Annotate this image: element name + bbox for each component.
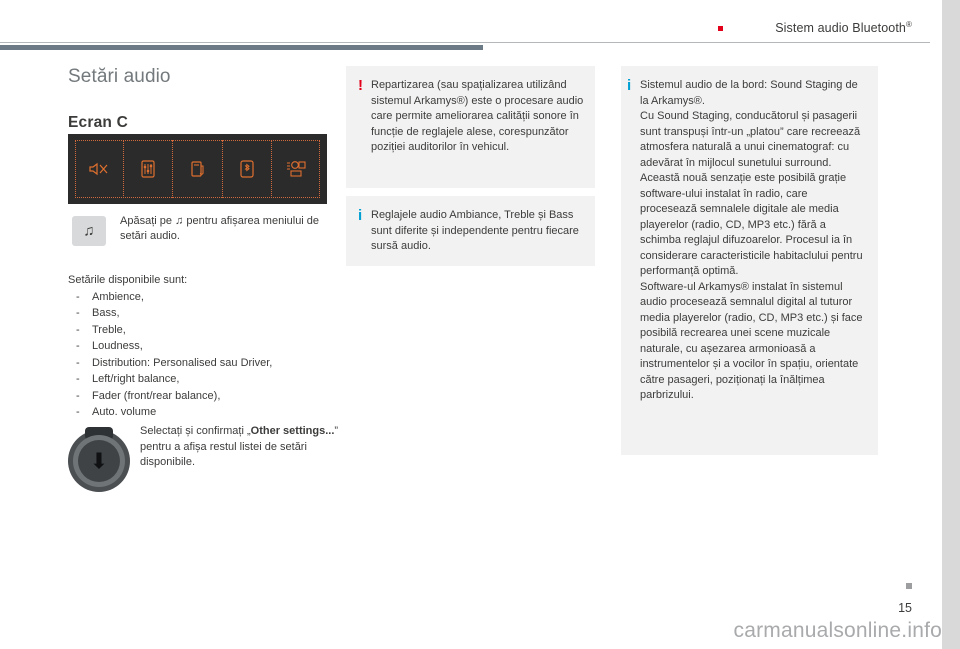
sound-staging-text (640, 78, 866, 404)
info-marker-icon: i (358, 207, 363, 224)
sound-staging-paragraph: Această nouă senzație este posibilă grație software-ului instalat în radio, care procesează semnalele digitale ale media playerelor (radio, CD, MP3 etc.) fără a schimba reglajul difuzoarelor. Procesul ia în considerare caracteristicile habitaclului pentru performanță optimă. (640, 172, 863, 277)
page-number: 15 (898, 601, 912, 615)
screen-cell-1 (75, 140, 124, 198)
rotary-knob-icon (68, 430, 130, 492)
list-item: - Ambience, (68, 289, 338, 306)
list-item: - Auto. volume (68, 404, 338, 421)
music-note-symbol: ♫ (175, 215, 184, 227)
sound-staging-marker-icon: i (627, 77, 632, 94)
list-item: - Treble, (68, 322, 338, 339)
press-note-after: pentru afișarea meniului de setări audio. (120, 215, 320, 242)
settings-list-intro: Setările disponibile sunt: (68, 274, 188, 286)
music-button-illustration (72, 216, 106, 246)
warning-box-text: Repartizarea (sau spațializarea utilizând sistemul Arkamys®) este o procesare audio care permite ameliorarea calității sonore în funcție de reglajele alese, corespunzător poziției auditorilor în vehicul. (371, 79, 584, 153)
audio-screen-illustration (68, 134, 327, 204)
sound-staging-paragraph: Sistemul audio de la bord: Sound Staging de la Arkamys®. (640, 79, 858, 107)
knob-note-text-2: ” pentru a afișa restul listei de setări disponibile. (140, 425, 339, 468)
watermark: carmanualsonline.info (733, 619, 942, 642)
music-note-icon: ♫ (83, 222, 95, 240)
press-note-block (68, 212, 325, 254)
press-note-text (120, 214, 326, 244)
warning-marker-icon: ! (358, 77, 363, 94)
sound-staging-paragraph: Software-ul Arkamys® instalat în sistemul audio procesează semnalul digital al tuturor media playerelor (radio, CD, MP3 etc.) și face posibilă recrearea unei scene muzicale naturale, cu așezarea armonioasă a instrumentelor și a vocilor în spațiu, orientate către pasageri, poziționați la înălțimea parbrizului. (640, 280, 863, 401)
list-item: - Left/right balance, (68, 371, 338, 388)
knob-arrow-icon: ⬇ (89, 448, 109, 474)
sound-staging-paragraph: Cu Sound Staging, conducătorul și pasagerii sunt transpuși într-un „platou” care recreează atmosfera naturală a unui cinematograf: cu adevărat în mijlocul sunetului surround. (640, 110, 861, 169)
header-red-dot (718, 26, 723, 31)
list-item: - Bass, (68, 305, 338, 322)
list-item: - Distribution: Personalised sau Driver, (68, 355, 338, 372)
footer-dot (906, 583, 912, 589)
screen-cell-4 (223, 140, 272, 198)
screen-cell-3 (173, 140, 222, 198)
equalizer-icon (141, 160, 155, 178)
page-subtitle: Ecran C (68, 114, 128, 131)
list-item: - Fader (front/rear balance), (68, 388, 338, 405)
list-item: - Loudness, (68, 338, 338, 355)
no-sound-icon (88, 161, 110, 177)
header-rule (0, 42, 930, 43)
bluetooth-icon (240, 160, 254, 178)
header-title-sup: ® (906, 20, 912, 29)
press-note-before: Apăsați pe (120, 215, 176, 227)
info-box-text: Reglajele audio Ambiance, Treble și Bass sunt diferite și independente pentru fiecare sursă audio. (371, 209, 579, 252)
header-title (775, 20, 912, 35)
settings-list (68, 289, 338, 421)
media-icon (285, 160, 307, 178)
screen-cell-5 (272, 140, 320, 198)
knob-note-block (68, 424, 338, 494)
settings-list-block (68, 272, 338, 421)
knob-note-text (140, 424, 340, 471)
page-title: Setări audio (68, 66, 171, 87)
right-margin-bar (942, 0, 960, 649)
knob-note-bold: Other settings... (250, 425, 335, 437)
section-bar (0, 45, 483, 50)
header-title-text: Sistem audio Bluetooth (775, 21, 906, 36)
fuel-icon (190, 160, 206, 178)
knob-note-text-1: Selectați și confirmați „ (140, 425, 251, 437)
screen-cell-2 (124, 140, 173, 198)
screen-icon-row (75, 140, 320, 198)
column-one (68, 66, 325, 132)
